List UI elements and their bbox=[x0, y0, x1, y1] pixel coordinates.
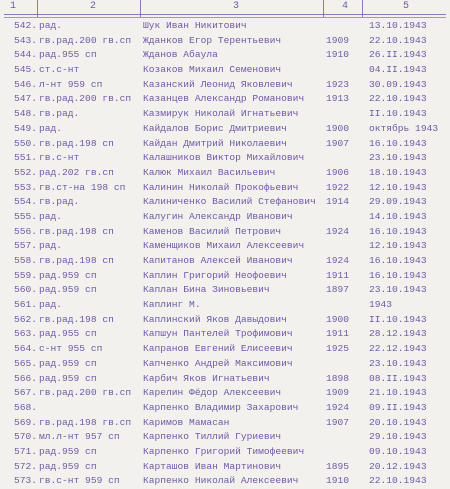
record-birth-year: 1906 bbox=[326, 166, 350, 178]
record-number: 554. bbox=[13, 196, 37, 208]
record-birth-year: 1911 bbox=[326, 328, 350, 340]
record-full-name: Карелин Фёдор Алексеевич bbox=[143, 387, 282, 399]
record-row bbox=[0, 122, 450, 137]
record-rank-unit: с-нт 955 сп bbox=[39, 343, 103, 355]
record-date: 16.10.1943 bbox=[369, 269, 427, 281]
record-date: 23.10.1943 bbox=[369, 284, 427, 296]
header-rule bbox=[4, 14, 446, 15]
record-full-name: Шук Иван Никитович bbox=[143, 20, 247, 31]
record-rank-unit: рад. bbox=[39, 20, 63, 31]
record-date: 12.10.1943 bbox=[369, 181, 427, 193]
record-full-name: Казмирук Николай Игнатьевич bbox=[143, 108, 299, 120]
record-full-name: Калашников Виктор Михайлович bbox=[143, 152, 305, 164]
record-birth-year: 1909 bbox=[326, 387, 350, 399]
record-rank-unit: гв.рад.198 сп bbox=[39, 137, 114, 149]
record-number: 556. bbox=[13, 225, 37, 237]
record-number: 549. bbox=[13, 122, 37, 134]
record-date: 22.12.1943 bbox=[369, 343, 427, 355]
record-date: II.10.1943 bbox=[369, 313, 427, 325]
record-number: 552. bbox=[13, 166, 37, 178]
record-row bbox=[0, 269, 450, 284]
record-rank-unit: рад.959 сп bbox=[39, 445, 97, 457]
record-row bbox=[0, 34, 450, 49]
record-birth-year: 1909 bbox=[326, 34, 350, 46]
record-full-name: Каплан Бина Зиновьевич bbox=[143, 284, 270, 296]
record-rank-unit: гв.рад.198 сп bbox=[39, 225, 114, 237]
record-rank-unit: рад.955 сп bbox=[39, 49, 97, 61]
column-divider bbox=[323, 0, 324, 18]
record-row bbox=[0, 283, 450, 298]
record-date: 22.10.1943 bbox=[369, 34, 427, 46]
record-number: 544. bbox=[13, 49, 37, 61]
record-date: 26.II.1943 bbox=[369, 49, 427, 61]
record-date: 13.10.1943 bbox=[369, 20, 427, 31]
column-header-3: 3 bbox=[233, 1, 240, 12]
column-divider bbox=[140, 0, 141, 18]
record-birth-year: 1923 bbox=[326, 78, 350, 90]
record-date: 18.10.1943 bbox=[369, 166, 427, 178]
record-rank-unit: гв.рад.198 сп bbox=[39, 255, 114, 266]
record-rank-unit: л-нт 959 сп bbox=[39, 78, 103, 90]
record-full-name: Жданков Егор Терентьевич bbox=[143, 34, 282, 46]
record-rank-unit: мл.л-нт 957 сп bbox=[39, 431, 120, 443]
record-rank-unit: гв.рад.198 гв.сп bbox=[39, 416, 132, 428]
record-row bbox=[0, 342, 450, 357]
record-rank-unit: рад. bbox=[39, 299, 63, 311]
record-full-name: Карпенко Григорий Тимофеевич bbox=[143, 445, 305, 457]
record-date: 09.II.1943 bbox=[369, 401, 427, 413]
record-birth-year: 1907 bbox=[326, 137, 350, 149]
record-rank-unit: гв.рад.200 гв.сп bbox=[39, 387, 132, 399]
record-number: 568. bbox=[13, 401, 37, 413]
record-number: 548. bbox=[13, 108, 37, 120]
record-date: 21.10.1943 bbox=[369, 387, 427, 399]
record-number: 550. bbox=[13, 137, 37, 149]
record-row bbox=[0, 298, 450, 313]
record-number: 564. bbox=[13, 343, 37, 355]
record-full-name: Казанский Леонид Яковлевич bbox=[143, 78, 293, 90]
record-number: 572. bbox=[13, 460, 37, 472]
record-birth-year: 1911 bbox=[326, 269, 350, 281]
record-number: 561. bbox=[13, 299, 37, 311]
record-date: 30.09.1943 bbox=[369, 78, 427, 90]
record-date: 16.10.1943 bbox=[369, 137, 427, 149]
record-full-name: Калюк Михаил Васильевич bbox=[143, 166, 276, 178]
record-number: 562. bbox=[13, 313, 37, 325]
record-number: 559. bbox=[13, 269, 37, 281]
record-rank-unit: рад.959 сп bbox=[39, 357, 97, 369]
record-birth-year: 1925 bbox=[326, 343, 350, 355]
record-date: 22.10.1943 bbox=[369, 93, 427, 105]
record-rank-unit: гв.с-нт bbox=[39, 152, 80, 164]
column-divider bbox=[362, 0, 363, 18]
record-number: 553. bbox=[13, 181, 37, 193]
record-number: 542. bbox=[13, 20, 37, 31]
record-row bbox=[0, 166, 450, 181]
record-rank-unit: рад. bbox=[39, 240, 63, 252]
record-full-name: Каплин Григорий Неофоевич bbox=[143, 269, 287, 281]
record-number: 545. bbox=[13, 64, 37, 76]
column-header-5: 5 bbox=[403, 1, 410, 12]
record-birth-year: 1914 bbox=[326, 196, 350, 208]
record-row bbox=[0, 386, 450, 401]
record-rank-unit: гв.рад. bbox=[39, 108, 80, 120]
record-date: 08.II.1943 bbox=[369, 372, 427, 384]
record-number: 563. bbox=[13, 328, 37, 340]
column-header-2: 2 bbox=[90, 1, 97, 12]
record-full-name: Карташов Иван Мартинович bbox=[143, 460, 282, 472]
record-full-name: Каплинг М. bbox=[143, 299, 201, 311]
record-date: 16.10.1943 bbox=[369, 255, 427, 266]
record-row bbox=[0, 460, 450, 475]
record-rank-unit: рад.202 гв.сп bbox=[39, 166, 114, 178]
record-date: 20.12.1943 bbox=[369, 460, 427, 472]
record-rank-unit: гв.рад.198 сп bbox=[39, 313, 114, 325]
record-birth-year: 1922 bbox=[326, 181, 350, 193]
record-number: 546. bbox=[13, 78, 37, 90]
record-full-name: Калинин Николай Прокофьевич bbox=[143, 181, 299, 193]
record-birth-year: 1924 bbox=[326, 401, 350, 413]
record-rank-unit: рад. bbox=[39, 210, 63, 222]
record-full-name: Кайдалов Борис Дмитриевич bbox=[143, 122, 287, 134]
record-number: 557. bbox=[13, 240, 37, 252]
record-full-name: Калугин Александр Иванович bbox=[143, 210, 293, 222]
record-rank-unit: рад.955 сп bbox=[39, 328, 97, 340]
record-rank-unit: ст.с-нт bbox=[39, 64, 80, 76]
record-date: II.10.1943 bbox=[369, 108, 427, 120]
record-list bbox=[0, 19, 450, 489]
record-full-name: Капитанов Алексей Иванович bbox=[143, 255, 293, 266]
record-row bbox=[0, 63, 450, 78]
record-number: 573. bbox=[13, 475, 37, 487]
record-row bbox=[0, 78, 450, 93]
record-rank-unit: рад.959 сп bbox=[39, 372, 97, 384]
record-row bbox=[0, 151, 450, 166]
record-full-name: Казанцев Александр Романович bbox=[143, 93, 305, 105]
record-row bbox=[0, 48, 450, 63]
record-birth-year: 1900 bbox=[326, 122, 350, 134]
record-row bbox=[0, 445, 450, 460]
record-number: 558. bbox=[13, 255, 37, 266]
record-birth-year: 1910 bbox=[326, 475, 350, 487]
column-divider bbox=[37, 0, 38, 18]
record-number: 547. bbox=[13, 93, 37, 105]
record-row bbox=[0, 181, 450, 196]
record-date: 28.12.1943 bbox=[369, 328, 427, 340]
record-row bbox=[0, 430, 450, 445]
record-date: 29.09.1943 bbox=[369, 196, 427, 208]
record-date: 14.10.1943 bbox=[369, 210, 427, 222]
record-date: 20.10.1943 bbox=[369, 416, 427, 428]
record-number: 565. bbox=[13, 357, 37, 369]
record-full-name: Карпенко Владимир Захарович bbox=[143, 401, 299, 413]
record-full-name: Капченко Андрей Максимович bbox=[143, 357, 293, 369]
record-date: 04.II.1943 bbox=[369, 64, 427, 76]
record-row bbox=[0, 357, 450, 372]
record-birth-year: 1900 bbox=[326, 313, 350, 325]
column-header-1: 1 bbox=[10, 1, 17, 12]
record-full-name: Каменщиков Михаил Алексеевич bbox=[143, 240, 305, 252]
record-number: 551. bbox=[13, 152, 37, 164]
record-number: 569. bbox=[13, 416, 37, 428]
record-birth-year: 1907 bbox=[326, 416, 350, 428]
record-row bbox=[0, 210, 450, 225]
record-row bbox=[0, 225, 450, 240]
record-number: 567. bbox=[13, 387, 37, 399]
record-row bbox=[0, 474, 450, 489]
record-date: 23.10.1943 bbox=[369, 152, 427, 164]
record-full-name: Кайдан Дмитрий Николаевич bbox=[143, 137, 287, 149]
record-birth-year: 1913 bbox=[326, 93, 350, 105]
record-birth-year: 1924 bbox=[326, 255, 350, 266]
record-number: 555. bbox=[13, 210, 37, 222]
record-number: 570. bbox=[13, 431, 37, 443]
record-date: 16.10.1943 bbox=[369, 225, 427, 237]
record-full-name: Капранов Евгений Елисеевич bbox=[143, 343, 293, 355]
record-row bbox=[0, 313, 450, 328]
record-full-name: Карпенко Тиллий Гуриевич bbox=[143, 431, 282, 443]
record-row bbox=[0, 239, 450, 254]
record-number: 566. bbox=[13, 372, 37, 384]
record-date: октябрь 1943 bbox=[369, 122, 439, 134]
record-birth-year: 1924 bbox=[326, 225, 350, 237]
record-full-name: Каримов Мамасан bbox=[143, 416, 230, 428]
record-date: 12.10.1943 bbox=[369, 240, 427, 252]
record-date: 22.10.1943 bbox=[369, 475, 427, 487]
record-row bbox=[0, 327, 450, 342]
record-row bbox=[0, 19, 450, 34]
record-number: 571. bbox=[13, 445, 37, 457]
record-full-name: Каплинский Яков Давыдович bbox=[143, 313, 287, 325]
record-rank-unit: рад.959 сп bbox=[39, 460, 97, 472]
record-row bbox=[0, 372, 450, 387]
record-rank-unit: гв.рад.200 гв.сп bbox=[39, 34, 132, 46]
record-row bbox=[0, 195, 450, 210]
record-date: 1943 bbox=[369, 299, 393, 311]
record-row bbox=[0, 401, 450, 416]
record-birth-year: 1897 bbox=[326, 284, 350, 296]
record-full-name: Каменов Василий Петрович bbox=[143, 225, 282, 237]
record-full-name: Капшун Пантелей Трофимович bbox=[143, 328, 293, 340]
record-date: 09.10.1943 bbox=[369, 445, 427, 457]
record-rank-unit: гв.рад.200 гв.сп bbox=[39, 93, 132, 105]
record-full-name: Козаков Михаил Семенович bbox=[143, 64, 282, 76]
record-rank-unit: гв.с-нт 959 сп bbox=[39, 475, 120, 487]
record-full-name: Карпенко Николай Алексеевич bbox=[143, 475, 299, 487]
record-full-name: Калиниченко Василий Стефанович bbox=[143, 196, 316, 208]
record-number: 560. bbox=[13, 284, 37, 296]
record-date: 23.10.1943 bbox=[369, 357, 427, 369]
record-birth-year: 1910 bbox=[326, 49, 350, 61]
record-date: 29.10.1943 bbox=[369, 431, 427, 443]
record-row bbox=[0, 92, 450, 107]
header-rule-double bbox=[4, 17, 446, 18]
record-rank-unit: гв.ст-на 198 сп bbox=[39, 181, 126, 193]
record-rank-unit: гв.рад. bbox=[39, 196, 80, 208]
record-birth-year: 1895 bbox=[326, 460, 350, 472]
record-full-name: Карбич Яков Игнатьевич bbox=[143, 372, 270, 384]
record-row bbox=[0, 137, 450, 152]
record-row bbox=[0, 107, 450, 122]
record-number: 543. bbox=[13, 34, 37, 46]
record-rank-unit: рад.959 сп bbox=[39, 269, 97, 281]
record-rank-unit: рад.959 сп bbox=[39, 284, 97, 296]
record-birth-year: 1898 bbox=[326, 372, 350, 384]
record-full-name: Жданов Абаула bbox=[143, 49, 218, 61]
column-header-4: 4 bbox=[342, 1, 349, 12]
record-row bbox=[0, 416, 450, 431]
record-row bbox=[0, 254, 450, 269]
record-rank-unit: рад. bbox=[39, 122, 63, 134]
